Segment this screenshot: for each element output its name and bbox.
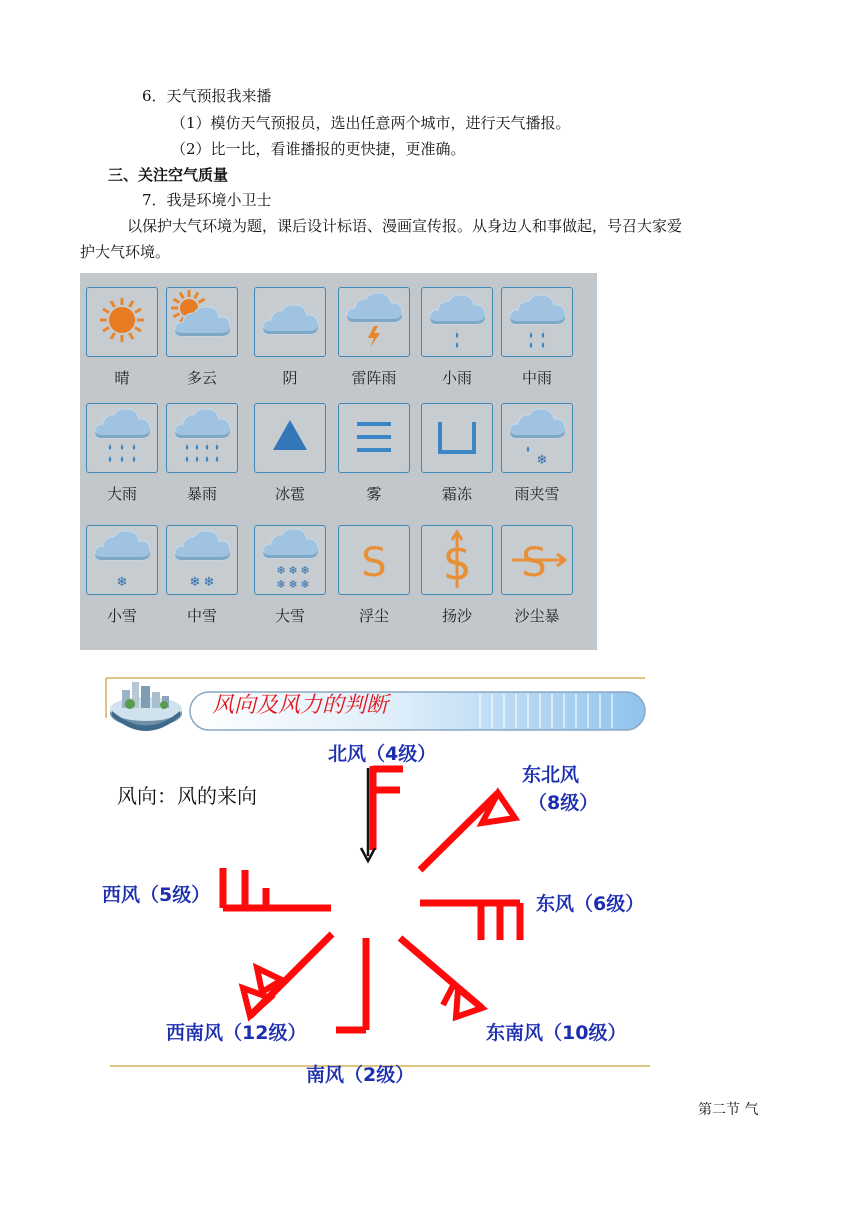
paragraph-line2: 护大气环境。 — [80, 243, 171, 261]
weather-symbol-box — [86, 403, 158, 473]
weather-symbol-cell — [338, 287, 410, 405]
svg-text:S: S — [443, 540, 471, 589]
weather-symbol-cell — [501, 287, 573, 405]
item6-sub1: （1）模仿天气预报员，选出任意两个城市，进行天气播报。 — [171, 114, 571, 132]
weather-symbol-box — [501, 287, 573, 357]
item6-sub2: （2）比一比，看谁播报的更快捷，更准确。 — [171, 140, 466, 158]
item6-title: 6．天气预报我来播 — [142, 87, 272, 105]
weather-symbol-label: 小雪 — [106, 607, 137, 625]
weather-symbol-label: 中雨 — [521, 369, 552, 387]
moderate-snow-icon — [167, 526, 237, 594]
southwest-wind-barb — [243, 934, 332, 1016]
weather-symbol-cell — [254, 525, 326, 643]
sun-cloud-icon — [167, 288, 237, 356]
cloud-icon — [255, 288, 325, 356]
weather-symbol-cell — [86, 403, 158, 521]
light-rain-icon — [422, 288, 492, 356]
west-wind-label: 西风（5级） — [102, 884, 211, 906]
svg-text:❄: ❄ — [300, 578, 310, 591]
southeast-wind-barb — [400, 938, 482, 1017]
thunder-cloud-icon — [339, 288, 409, 356]
svg-text:S: S — [521, 540, 547, 586]
weather-symbol-box — [421, 403, 493, 473]
weather-symbol-label: 阴 — [282, 369, 298, 387]
weather-symbol-cell — [254, 287, 326, 405]
svg-text:❄: ❄ — [300, 564, 310, 577]
north-wind-label: 北风（4级） — [328, 743, 437, 765]
weather-symbols-photo — [80, 273, 597, 650]
weather-symbol-label: 中雪 — [186, 607, 217, 625]
svg-text:❄: ❄ — [203, 575, 215, 590]
svg-text:S: S — [361, 540, 387, 586]
city-globe-icon — [110, 682, 182, 731]
weather-symbol-label: 暴雨 — [186, 485, 217, 503]
wind-diagram — [100, 668, 660, 1098]
southeast-wind-label: 东南风（10级） — [486, 1022, 627, 1044]
weather-symbol-cell — [501, 525, 573, 643]
weather-symbol-cell — [86, 287, 158, 405]
east-wind-barb — [420, 903, 520, 940]
svg-text:❄: ❄ — [116, 575, 128, 590]
weather-symbol-label: 大雪 — [274, 607, 305, 625]
southwest-wind-label: 西南风（12级） — [166, 1022, 307, 1044]
weather-symbol-cell — [166, 525, 238, 643]
west-wind-barb — [223, 868, 331, 908]
weather-symbol-label: 扬沙 — [441, 607, 472, 625]
weather-symbol-cell — [501, 403, 573, 521]
weather-symbol-box — [501, 403, 573, 473]
northeast-wind-label-level: （8级） — [528, 792, 599, 814]
sleet-icon — [502, 404, 572, 472]
wind-direction-definition: 风向：风的来向 — [117, 784, 257, 808]
moderate-rain-icon — [502, 288, 572, 356]
weather-symbol-label: 浮尘 — [358, 607, 389, 625]
weather-symbol-box — [421, 525, 493, 595]
footer-section-label: 第二节 气 — [698, 1102, 759, 1118]
paragraph-line1: 以保护大气环境为题，课后设计标语、漫画宣传报。从身边人和事做起，号召大家爱 — [127, 217, 683, 235]
northeast-wind-barb — [420, 793, 515, 870]
sandstorm-icon — [502, 526, 572, 594]
weather-symbol-cell — [166, 287, 238, 405]
weather-symbol-box — [166, 287, 238, 357]
south-wind-label: 南风（2级） — [306, 1064, 415, 1086]
weather-symbol-label: 小雨 — [441, 369, 472, 387]
section3-heading: 三、关注空气质量 — [108, 166, 229, 184]
weather-symbol-label: 大雨 — [106, 485, 137, 503]
weather-symbol-cell — [421, 525, 493, 643]
weather-symbol-cell — [86, 525, 158, 643]
weather-symbol-label: 霜冻 — [441, 485, 472, 503]
weather-symbol-label: 多云 — [186, 369, 217, 387]
weather-symbol-box — [338, 287, 410, 357]
weather-symbol-cell — [338, 403, 410, 521]
svg-text:❄: ❄ — [288, 578, 298, 591]
svg-text:❄: ❄ — [288, 564, 298, 577]
weather-symbol-box — [166, 525, 238, 595]
north-wind-barb — [373, 766, 403, 850]
weather-symbol-box — [254, 403, 326, 473]
svg-text:❄: ❄ — [189, 575, 201, 590]
light-snow-icon — [87, 526, 157, 594]
floating-dust-icon — [339, 526, 409, 594]
weather-symbol-box — [421, 287, 493, 357]
south-wind-barb — [336, 938, 366, 1030]
weather-symbol-box — [86, 287, 158, 357]
sun-icon — [87, 288, 157, 356]
heavy-rain-icon — [87, 404, 157, 472]
weather-symbol-box — [86, 525, 158, 595]
storm-rain-icon — [167, 404, 237, 472]
fog-lines-icon — [339, 404, 409, 472]
weather-symbol-box — [338, 403, 410, 473]
frost-icon — [422, 404, 492, 472]
weather-symbol-cell — [166, 403, 238, 521]
weather-symbol-box — [254, 287, 326, 357]
northeast-wind-label: 东北风 — [522, 764, 580, 786]
svg-text:❄: ❄ — [276, 578, 286, 591]
blowing-sand-icon — [422, 526, 492, 594]
weather-symbol-cell — [421, 287, 493, 405]
weather-symbol-box — [166, 403, 238, 473]
weather-symbol-box — [254, 525, 326, 595]
weather-symbol-label: 雷阵雨 — [351, 369, 397, 387]
svg-text:❄: ❄ — [276, 564, 286, 577]
weather-symbol-label: 冰雹 — [274, 485, 305, 503]
svg-text:❄: ❄ — [536, 453, 548, 468]
weather-symbol-cell — [421, 403, 493, 521]
east-wind-label: 东风（6级） — [536, 893, 645, 915]
weather-symbol-label: 晴 — [114, 369, 130, 387]
weather-symbol-label: 雨夹雪 — [514, 485, 560, 503]
weather-symbol-box — [501, 525, 573, 595]
wind-title: 风向及风力的判断 — [212, 693, 389, 718]
weather-symbol-cell — [254, 403, 326, 521]
weather-symbol-box — [338, 525, 410, 595]
weather-symbol-label: 沙尘暴 — [514, 607, 560, 625]
weather-symbol-label: 雾 — [366, 485, 382, 503]
item7-title: 7．我是环境小卫士 — [142, 191, 272, 209]
heavy-snow-icon — [255, 526, 325, 594]
hail-triangle-icon — [255, 404, 325, 472]
weather-symbol-cell — [338, 525, 410, 643]
